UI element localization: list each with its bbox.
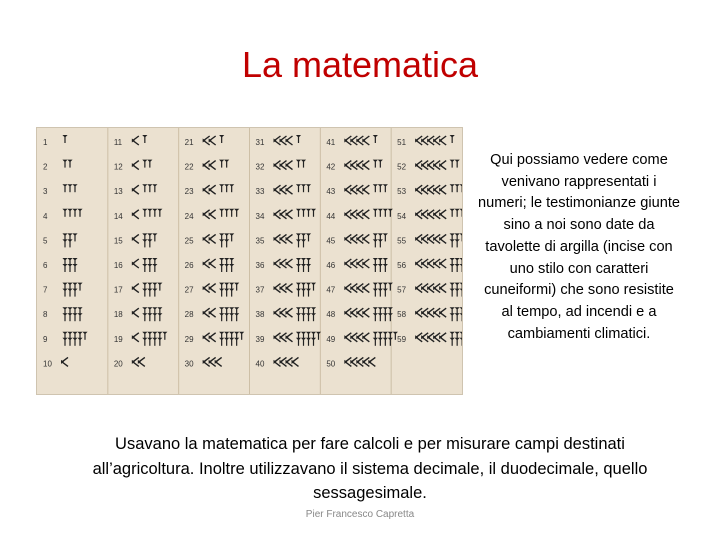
numeral-label: 23 — [184, 187, 194, 197]
numeral-label: 25 — [184, 236, 194, 246]
numeral-label: 43 — [326, 187, 336, 197]
numeral-label: 26 — [184, 261, 194, 270]
cuneiform-numerals-grid — [37, 128, 462, 394]
numeral-label: 32 — [255, 162, 265, 172]
numeral-cell — [114, 283, 163, 297]
numeral-label: 52 — [397, 162, 407, 172]
numeral-cell — [185, 258, 235, 272]
numeral-cell — [326, 184, 388, 196]
numeral-label: 40 — [255, 359, 265, 369]
numeral-cell — [326, 283, 393, 297]
slide-title: La matematica — [241, 44, 479, 85]
numeral-cell — [114, 357, 145, 368]
numeral-cell — [397, 258, 462, 272]
numeral-label: 15 — [113, 236, 123, 246]
numeral-cell — [185, 357, 222, 368]
numeral-label: 14 — [113, 211, 123, 221]
numeral-cell — [43, 283, 83, 297]
numeral-label: 35 — [255, 236, 265, 246]
cuneiform-numerals-table — [36, 127, 463, 395]
numeral-label: 54 — [397, 211, 407, 221]
numeral-cell — [185, 209, 240, 221]
numeral-label: 36 — [255, 261, 265, 270]
numeral-cell — [114, 135, 148, 147]
numeral-label: 46 — [326, 261, 336, 270]
numeral-label: 44 — [326, 211, 336, 221]
numeral-cell — [256, 209, 317, 221]
numeral-label: 57 — [397, 285, 407, 295]
numeral-cell — [43, 233, 78, 247]
numeral-cell — [256, 233, 312, 247]
numeral-cell — [185, 233, 235, 247]
numeral-cell — [397, 135, 455, 147]
numeral-cell — [397, 233, 462, 247]
numeral-cell — [256, 283, 317, 297]
numeral-label: 8 — [43, 310, 48, 320]
numeral-label: 7 — [43, 285, 48, 295]
numeral-label: 9 — [43, 334, 48, 344]
numeral-cell — [326, 160, 383, 172]
numeral-label: 11 — [113, 138, 123, 147]
numeral-label: 4 — [43, 211, 48, 221]
numeral-label: 2 — [43, 162, 48, 172]
numeral-label: 55 — [397, 236, 407, 246]
numeral-label: 20 — [113, 359, 123, 369]
numeral-label: 37 — [255, 285, 265, 295]
numeral-cell — [43, 135, 68, 147]
numeral-label: 30 — [184, 359, 194, 369]
numeral-cell — [256, 184, 312, 196]
numeral-cell — [114, 184, 158, 196]
numeral-cell — [185, 332, 245, 346]
numeral-label: 48 — [326, 310, 336, 320]
numeral-label: 10 — [43, 359, 52, 369]
numeral-cell — [185, 283, 240, 297]
numeral-label: 18 — [113, 310, 123, 320]
numeral-cell — [256, 258, 312, 272]
numeral-cell — [256, 332, 322, 346]
numeral-cell — [43, 357, 68, 368]
body-paragraph: Usavano la matematica per fare calcoli e per misurare campi destinati all’agricoltura. Inoltre utilizzavano il sistema decimale, il duodecimale, quello sessagesimale. — [92, 435, 648, 502]
numeral-cell — [326, 357, 375, 368]
numeral-cell — [114, 160, 153, 172]
numeral-label: 41 — [326, 138, 336, 147]
numeral-label: 13 — [113, 187, 123, 197]
numeral-cell — [256, 307, 317, 321]
numeral-cell — [185, 307, 240, 321]
numeral-label: 53 — [397, 187, 407, 197]
numeral-cell — [256, 135, 302, 147]
numeral-label: 49 — [326, 334, 336, 344]
numeral-cell — [256, 160, 307, 172]
numeral-cell — [326, 258, 388, 272]
numeral-label: 27 — [184, 285, 194, 295]
numeral-cell — [114, 209, 163, 221]
numeral-cell — [397, 209, 462, 221]
numeral-label: 38 — [255, 310, 265, 320]
numeral-label: 22 — [184, 162, 194, 172]
numeral-label: 1 — [43, 138, 48, 147]
side-description: Qui possiamo vedere come venivano rappresentati i numeri; le testimonianze giunte sino a noi sono date da tavolette di argilla (incise con uno stilo con caratteri cuneiformi) che sono resistite al tempo, ad incendi e a cambiamenti climatici. — [478, 152, 680, 342]
numeral-cell — [114, 233, 158, 247]
numeral-label: 39 — [255, 334, 265, 344]
numeral-label: 19 — [113, 334, 123, 344]
numeral-label: 24 — [184, 211, 194, 221]
numeral-label: 59 — [397, 334, 407, 344]
numeral-cell — [397, 184, 462, 196]
numeral-label: 33 — [255, 187, 265, 197]
numeral-label: 17 — [113, 285, 123, 295]
numeral-label: 42 — [326, 162, 336, 172]
numeral-label: 29 — [184, 334, 194, 344]
numeral-cell — [326, 135, 378, 147]
numeral-label: 45 — [326, 236, 336, 246]
numeral-cell — [397, 332, 462, 346]
numeral-cell — [397, 283, 462, 297]
numeral-label: 31 — [255, 138, 265, 147]
numeral-cell — [114, 332, 168, 346]
numeral-cell — [114, 258, 158, 272]
numeral-cell — [114, 307, 163, 321]
numeral-cell — [43, 307, 83, 321]
numeral-cell — [185, 184, 235, 196]
numeral-cell — [185, 135, 225, 147]
numeral-cell — [256, 357, 299, 368]
numeral-cell — [326, 332, 398, 346]
numeral-cell — [185, 160, 230, 172]
numeral-label: 34 — [255, 211, 265, 221]
numeral-label: 58 — [397, 310, 407, 320]
numeral-cell — [397, 160, 460, 172]
numeral-label: 56 — [397, 261, 407, 270]
numeral-label: 5 — [43, 236, 48, 246]
numeral-label: 21 — [184, 138, 194, 147]
numeral-cell — [326, 307, 393, 321]
numeral-label: 28 — [184, 310, 194, 320]
numeral-label: 3 — [43, 187, 48, 197]
numeral-cell — [397, 307, 462, 321]
numeral-cell — [43, 160, 73, 172]
numeral-cell — [326, 209, 393, 221]
numeral-label: 12 — [113, 162, 123, 172]
numeral-cell — [326, 233, 388, 247]
numeral-cell — [43, 258, 78, 272]
footer-author: Pier Francesco Capretta — [305, 509, 415, 520]
numeral-cell — [43, 184, 78, 196]
numeral-cell — [43, 209, 83, 221]
numeral-label: 6 — [43, 261, 48, 270]
numeral-cell — [43, 332, 88, 346]
numeral-label: 47 — [326, 285, 336, 295]
numeral-label: 51 — [397, 138, 407, 147]
numeral-label: 16 — [113, 261, 123, 270]
numeral-label: 50 — [326, 359, 336, 369]
